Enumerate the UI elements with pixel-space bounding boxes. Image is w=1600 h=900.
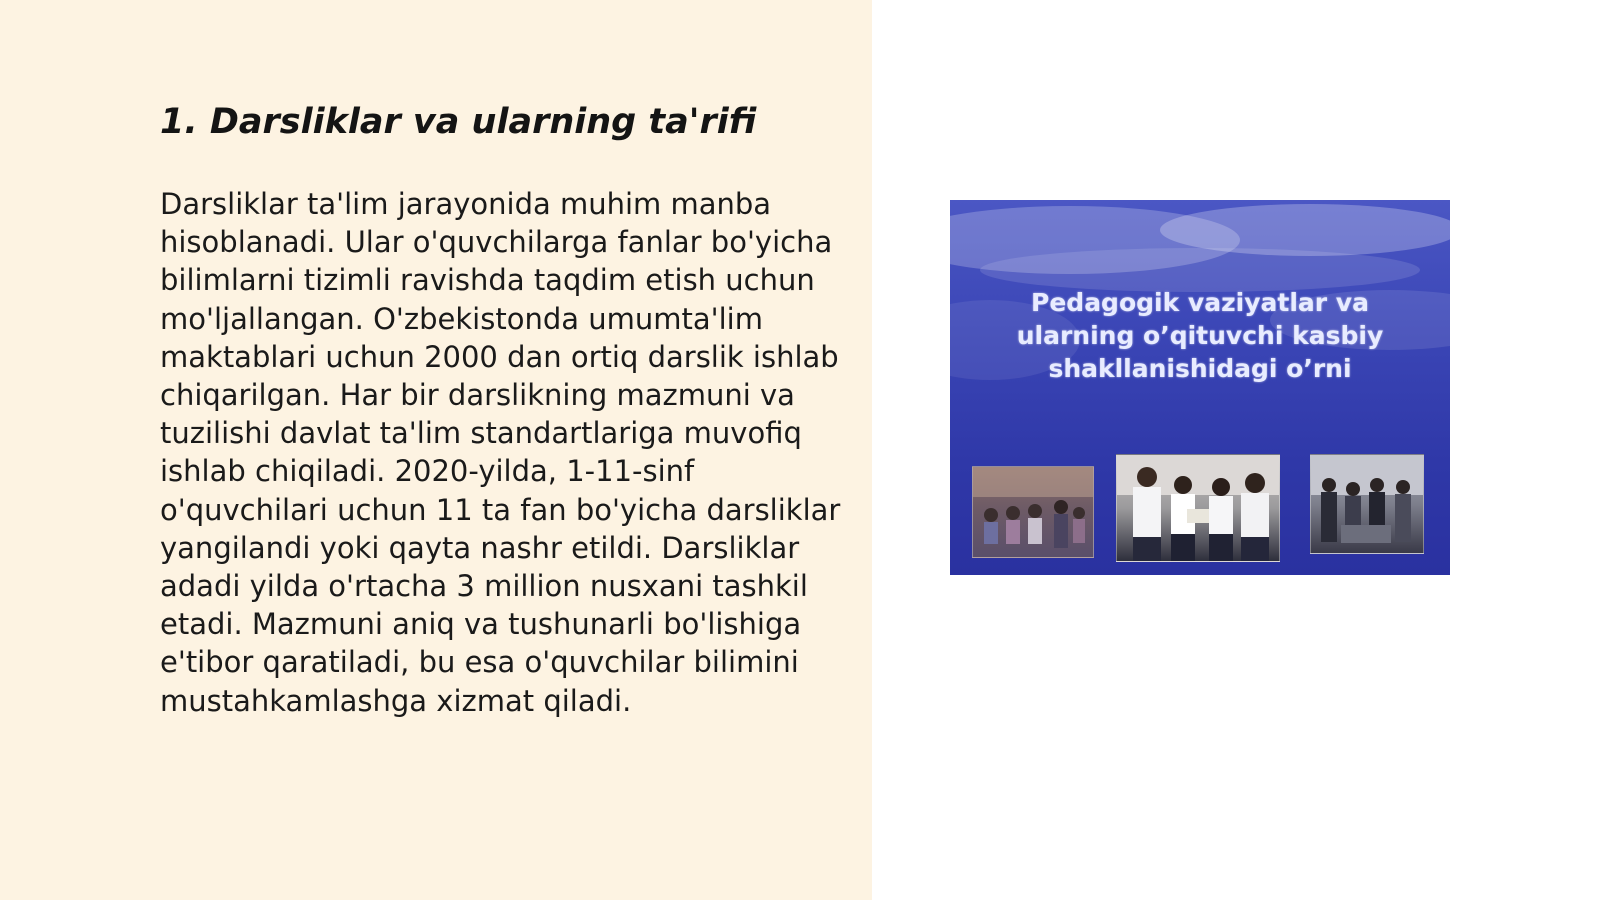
slide-image xyxy=(950,200,1450,575)
photo-classroom xyxy=(972,466,1094,558)
photo-teachers xyxy=(1310,454,1424,554)
slide-body-text: Darsliklar ta'lim jarayonida muhim manba hisoblanadi. Ular o'quvchilarga fanlar bo'yicha bilimlarni tizimli ravishda taqdim etish uchun mo'ljallangan. O'zbekistonda umumta'lim maktablari uchun 2000 dan ortiq darslik ishlab chiqarilgan. Har bir darslikning mazmuni va tuzilishi davlat ta'lim standartlariga muvofiq ishlab chiqiladi. 2020-yilda, 1-11-sinf o'quvchilari uchun 11 ta fan bo'yicha darsliklar yangilandi yoki qayta nashr etildi. Darsliklar adadi yilda o'rtacha 3 million nusxani tashkil etadi. Mazmuni aniq va tushunarli bo'lishiga e'tibor qaratiladi, bu esa o'quvchilar bilimini mustahkamlashga xizmat qiladi. xyxy=(160,187,841,718)
photo-students xyxy=(1116,454,1280,562)
image-caption: Pedagogik vaziyatlar va ularning o’qituvchi kasbiy shakllanishidagi o’rni xyxy=(1016,288,1384,383)
slide-title: 1. Darsliklar va ularning ta'rifi xyxy=(160,102,757,142)
